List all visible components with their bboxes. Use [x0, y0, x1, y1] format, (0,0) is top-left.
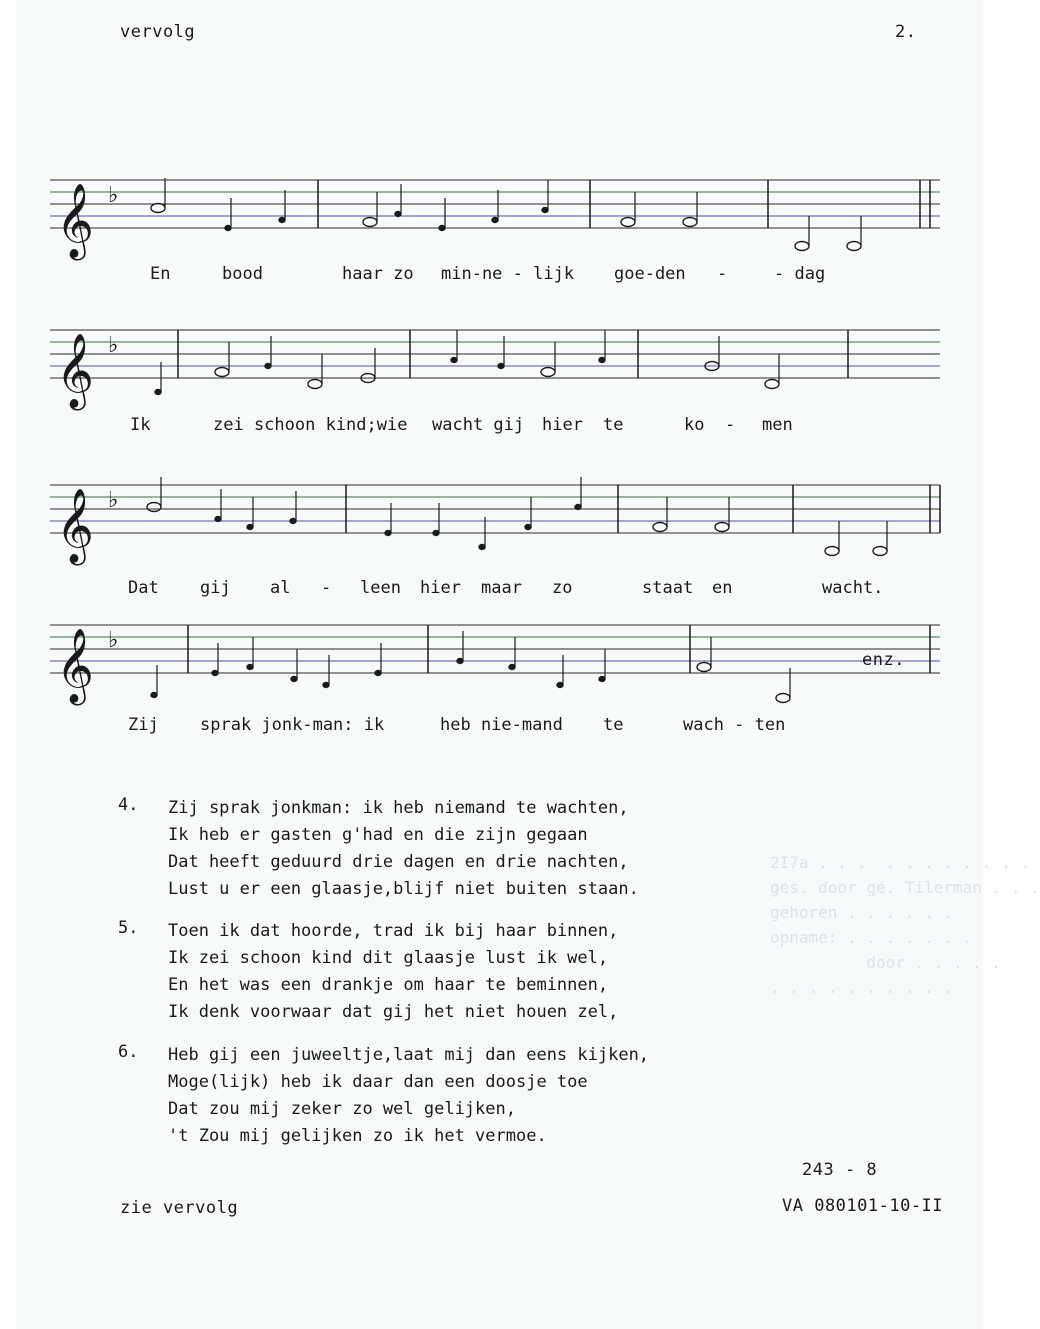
note-head: [247, 665, 253, 670]
note-head: [215, 517, 221, 522]
lyric-word: haar zo: [342, 264, 414, 284]
staff-notation: [50, 320, 940, 430]
staff-notation: [50, 475, 940, 585]
verse-line: Dat heeft geduurd drie dagen en drie nachten,: [168, 852, 629, 872]
lyric-word: wacht gij: [432, 415, 525, 435]
note-head: [825, 547, 839, 556]
lyric-word: te: [603, 715, 624, 735]
lyric-word: ko: [684, 415, 705, 435]
note-head: [697, 663, 711, 672]
lyric-word: hier: [542, 415, 583, 435]
lyric-word: staat: [642, 578, 694, 598]
verse-line: 't Zou mij gelijken zo ik het vermoe.: [168, 1126, 547, 1146]
lyric-word: Dat: [128, 578, 159, 598]
note-head: [439, 226, 445, 231]
note-head: [683, 218, 697, 227]
note-head: [776, 694, 790, 703]
note-head: [308, 380, 322, 389]
treble-clef-icon: 𝄞: [56, 489, 94, 563]
note-head: [451, 358, 457, 363]
verse-number: 5.: [118, 918, 139, 938]
note-head: [479, 545, 485, 550]
verse-line: Zij sprak jonkman: ik heb niemand te wachten,: [168, 798, 629, 818]
continuation-mark: enz.: [862, 650, 905, 670]
lyric-word: zei schoon kind;wie: [213, 415, 408, 435]
note-head: [873, 547, 887, 556]
lyric-word: -: [321, 578, 332, 598]
treble-clef-icon: 𝄞: [56, 629, 94, 703]
lyric-word: heb nie-mand: [440, 715, 563, 735]
lyric-word: wach - ten: [683, 715, 786, 735]
note-head: [541, 368, 555, 377]
flat-sign-icon: ♭: [108, 488, 119, 513]
note-head: [509, 665, 515, 670]
note-head: [279, 218, 285, 223]
note-head: [225, 226, 231, 231]
lyric-word: wacht.: [822, 578, 884, 598]
lyrics-line-2: [0, 415, 1000, 439]
verse-line: Lust u er een glaasje,blijf niet buiten staan.: [168, 879, 639, 899]
staff-system-2: [50, 320, 995, 430]
note-head: [765, 380, 779, 389]
treble-clef-icon: 𝄞: [56, 334, 94, 408]
lyric-word: zo: [552, 578, 573, 598]
verse-number: 6.: [118, 1042, 139, 1062]
note-head: [363, 218, 377, 227]
note-head: [457, 659, 463, 664]
staff-system-3: [50, 475, 995, 585]
note-head: [525, 525, 531, 530]
show-through-text: 2I7a . . . . . . . . . . . ges. door ge. Tilerman . . . gehoren . . . . . . opname: . . . . . . . door . . . . . . . . . . . . . . .: [770, 853, 1040, 997]
lyric-word: gij: [200, 578, 231, 598]
header-continued: vervolg: [120, 22, 196, 42]
note-head: [492, 218, 498, 223]
archive-number: VA 080101-10-II: [782, 1196, 944, 1216]
note-head: [847, 242, 861, 251]
note-head: [147, 503, 161, 512]
lyric-word: -: [717, 264, 728, 284]
note-head: [290, 519, 296, 524]
note-head: [215, 368, 229, 377]
note-head: [621, 218, 635, 227]
note-head: [212, 671, 218, 676]
note-head: [433, 531, 439, 536]
lyrics-line-1: [0, 264, 1000, 288]
treble-clef-icon: 𝄞: [56, 184, 94, 258]
note-head: [385, 531, 391, 536]
note-head: [323, 683, 329, 688]
lyrics-line-3: [0, 578, 1000, 602]
catalog-code: 243 - 8: [802, 1160, 878, 1180]
lyric-word: men: [762, 415, 793, 435]
lyric-word: -: [725, 415, 736, 435]
flat-sign-icon: ♭: [108, 183, 119, 208]
note-head: [247, 525, 253, 530]
lyric-word: maar: [481, 578, 522, 598]
lyric-word: sprak jonk-man: ik: [200, 715, 385, 735]
staff-notation: [50, 615, 940, 725]
note-head: [575, 505, 581, 510]
verse-line: Toen ik dat hoorde, trad ik bij haar binnen,: [168, 921, 619, 941]
note-head: [151, 693, 157, 698]
verse-line: En het was een drankje om haar te beminnen,: [168, 975, 609, 995]
lyric-word: goe-den: [614, 264, 686, 284]
verse-line: Ik denk voorwaar dat gij het niet houen zel,: [168, 1002, 619, 1022]
note-head: [395, 212, 401, 217]
note-head: [155, 390, 161, 395]
lyric-word: min-ne - lijk: [441, 264, 575, 284]
verse-line: Moge(lijk) heb ik daar dan een doosje toe: [168, 1072, 588, 1092]
note-head: [599, 677, 605, 682]
note-head: [375, 671, 381, 676]
verse-line: Heb gij een juweeltje,laat mij dan eens kijken,: [168, 1045, 650, 1065]
verse-line: Ik zei schoon kind dit glaasje lust ik wel,: [168, 948, 609, 968]
note-head: [557, 683, 563, 688]
lyric-word: - dag: [774, 264, 826, 284]
lyric-word: leen: [360, 578, 401, 598]
verse-number: 4.: [118, 795, 139, 815]
lyric-word: hier: [420, 578, 461, 598]
flat-sign-icon: ♭: [108, 628, 119, 653]
lyric-word: en: [712, 578, 733, 598]
note-head: [151, 204, 165, 213]
page-number: 2.: [895, 22, 917, 42]
note-head: [715, 523, 729, 532]
lyric-word: te: [603, 415, 624, 435]
lyric-word: Zij: [128, 715, 159, 735]
lyric-word: En: [150, 264, 171, 284]
flat-sign-icon: ♭: [108, 333, 119, 358]
note-head: [653, 523, 667, 532]
note-head: [265, 364, 271, 369]
note-head: [795, 242, 809, 251]
lyric-word: bood: [222, 264, 263, 284]
lyrics-line-4: [0, 715, 1000, 739]
lyric-word: Ik: [130, 415, 151, 435]
staff-system-4: [50, 615, 995, 725]
verse-line: Dat zou mij zeker zo wel gelijken,: [168, 1099, 516, 1119]
note-head: [498, 364, 504, 369]
footer-continued: zie vervolg: [120, 1198, 239, 1218]
note-head: [542, 208, 548, 213]
note-head: [291, 677, 297, 682]
verse-line: Ik heb er gasten g'had en die zijn gegaan: [168, 825, 588, 845]
lyric-word: al: [270, 578, 291, 598]
note-head: [599, 358, 605, 363]
